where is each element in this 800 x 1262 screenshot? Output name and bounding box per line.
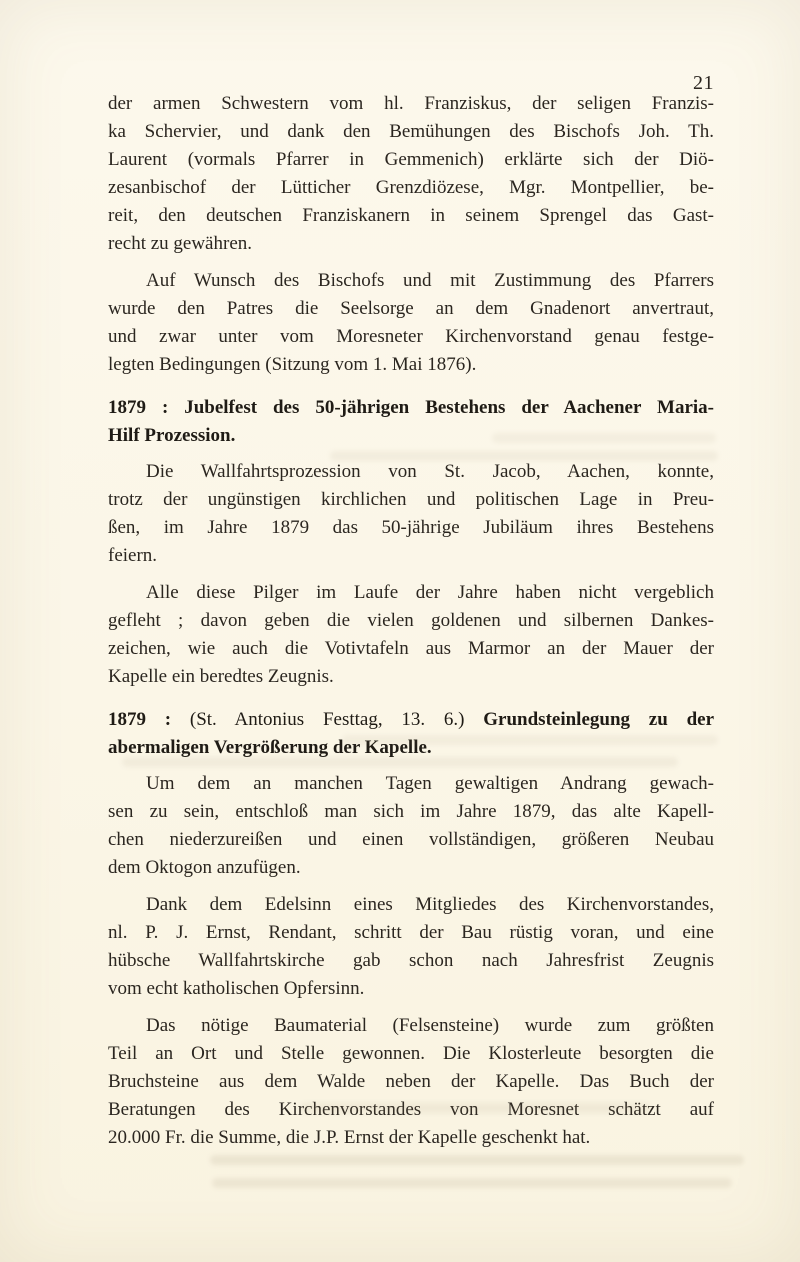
paragraph	[108, 267, 714, 379]
text-line	[108, 542, 714, 570]
text-segment: abermaligen Vergrößerung der Kapelle.	[108, 737, 432, 758]
paragraph	[108, 770, 714, 882]
text-line	[108, 607, 714, 635]
text-line	[108, 174, 714, 202]
text-line	[108, 267, 714, 295]
text-segment: reit, den deutschen Franziskanern in seinem Sprengel das Gast-	[108, 205, 714, 226]
page-number: 21	[693, 72, 714, 94]
text-segment: Dank dem Edelsinn eines Mitgliedes des Kirchenvorstandes,	[146, 894, 714, 915]
text-line	[108, 230, 714, 258]
text-segment: Kapelle ein beredtes Zeugnis.	[108, 666, 334, 687]
text-segment: hübsche Wallfahrtskirche gab schon nach Jahresfrist Zeugnis	[108, 950, 714, 971]
text-line	[108, 146, 714, 174]
text-segment: ßen, im Jahre 1879 das 50-jährige Jubiläum ihres Bestehens	[108, 517, 714, 538]
text-segment: gefleht ; davon geben die vielen goldenen und silbernen Dankes-	[108, 610, 714, 631]
text-line	[108, 770, 714, 798]
text-segment: Auf Wunsch des Bischofs und mit Zustimmung des Pfarrers	[146, 270, 714, 291]
bleedthrough-ghost	[212, 1178, 732, 1188]
text-segment: sen zu sein, entschloß man sich im Jahre 1879, das alte Kapell-	[108, 801, 714, 822]
text-segment: Beratungen des Kirchenvorstandes von Moresnet schätzt auf	[108, 1099, 714, 1120]
heading	[108, 394, 714, 450]
text-line	[108, 514, 714, 542]
text-segment: Alle diese Pilger im Laufe der Jahre haben nicht vergeblich	[146, 582, 714, 603]
text-segment: Grundsteinlegung zu der	[483, 709, 714, 730]
text-segment: Teil an Ort und Stelle gewonnen. Die Klosterleute besorgten die	[108, 1043, 714, 1064]
text-segment: Die Wallfahrtsprozession von St. Jacob, Aachen, konnte,	[146, 461, 714, 482]
text-block	[108, 90, 714, 1152]
text-segment: nl. P. J. Ernst, Rendant, schritt der Bau rüstig voran, und eine	[108, 922, 714, 943]
text-line	[108, 706, 714, 734]
text-line	[108, 635, 714, 663]
text-line	[108, 947, 714, 975]
text-line	[108, 975, 714, 1003]
text-line	[108, 486, 714, 514]
paragraph	[108, 891, 714, 1003]
text-segment: trotz der ungünstigen kirchlichen und politischen Lage in Preu-	[108, 489, 714, 510]
text-segment: Um dem an manchen Tagen gewaltigen Andrang gewach-	[146, 773, 714, 794]
text-segment: legten Bedingungen (Sitzung vom 1. Mai 1876).	[108, 354, 477, 375]
text-line	[108, 891, 714, 919]
text-segment: chen niederzureißen und einen vollständigen, größeren Neubau	[108, 829, 714, 850]
text-line	[108, 798, 714, 826]
text-segment: der armen Schwestern vom hl. Franziskus, der seligen Franzis-	[108, 93, 714, 114]
text-segment: feiern.	[108, 545, 158, 566]
paragraph	[108, 90, 714, 258]
text-line	[108, 1012, 714, 1040]
text-line	[108, 422, 714, 450]
text-line	[108, 826, 714, 854]
text-segment: Bruchsteine aus dem Walde neben der Kapelle. Das Buch der	[108, 1071, 714, 1092]
text-segment: 1879 : Jubelfest des 50-jährigen Bestehens der Aachener Maria-	[108, 397, 714, 418]
text-segment: 1879 :	[108, 709, 172, 730]
text-line	[108, 1124, 714, 1152]
text-line	[108, 663, 714, 691]
text-line	[108, 323, 714, 351]
text-line	[108, 351, 714, 379]
text-segment: (St. Antonius Festtag, 13. 6.)	[171, 709, 484, 730]
text-line	[108, 1040, 714, 1068]
text-line	[108, 1068, 714, 1096]
text-segment: und zwar unter vom Moresneter Kirchenvorstand genau festge-	[108, 326, 714, 347]
text-line	[108, 202, 714, 230]
text-segment: Das nötige Baumaterial (Felsensteine) wurde zum größten	[146, 1015, 714, 1036]
text-line	[108, 90, 714, 118]
paragraph	[108, 579, 714, 691]
paragraph	[108, 458, 714, 570]
text-segment: vom echt katholischen Opfersinn.	[108, 978, 365, 999]
text-line	[108, 854, 714, 882]
text-segment: recht zu gewähren.	[108, 233, 253, 254]
heading	[108, 706, 714, 762]
text-segment: 20.000 Fr. die Summe, die J.P. Ernst der Kapelle geschenkt hat.	[108, 1127, 591, 1148]
text-line	[108, 1096, 714, 1124]
paragraph	[108, 1012, 714, 1152]
text-line	[108, 734, 714, 762]
text-segment: wurde den Patres die Seelsorge an dem Gnadenort anvertraut,	[108, 298, 714, 319]
text-segment: zesanbischof der Lütticher Grenzdiözese, Mgr. Montpellier, be-	[108, 177, 714, 198]
text-segment: Laurent (vormals Pfarrer in Gemmenich) erklärte sich der Diö-	[108, 149, 714, 170]
text-line	[108, 295, 714, 323]
text-line	[108, 394, 714, 422]
text-segment: dem Oktogon anzufügen.	[108, 857, 301, 878]
text-segment: Hilf Prozession.	[108, 425, 236, 446]
text-line	[108, 458, 714, 486]
text-line	[108, 919, 714, 947]
text-segment: zeichen, wie auch die Votivtafeln aus Marmor an der Mauer der	[108, 638, 714, 659]
text-line	[108, 118, 714, 146]
text-line	[108, 579, 714, 607]
text-segment: ka Schervier, und dank den Bemühungen des Bischofs Joh. Th.	[108, 121, 714, 142]
bleedthrough-ghost	[210, 1155, 744, 1165]
